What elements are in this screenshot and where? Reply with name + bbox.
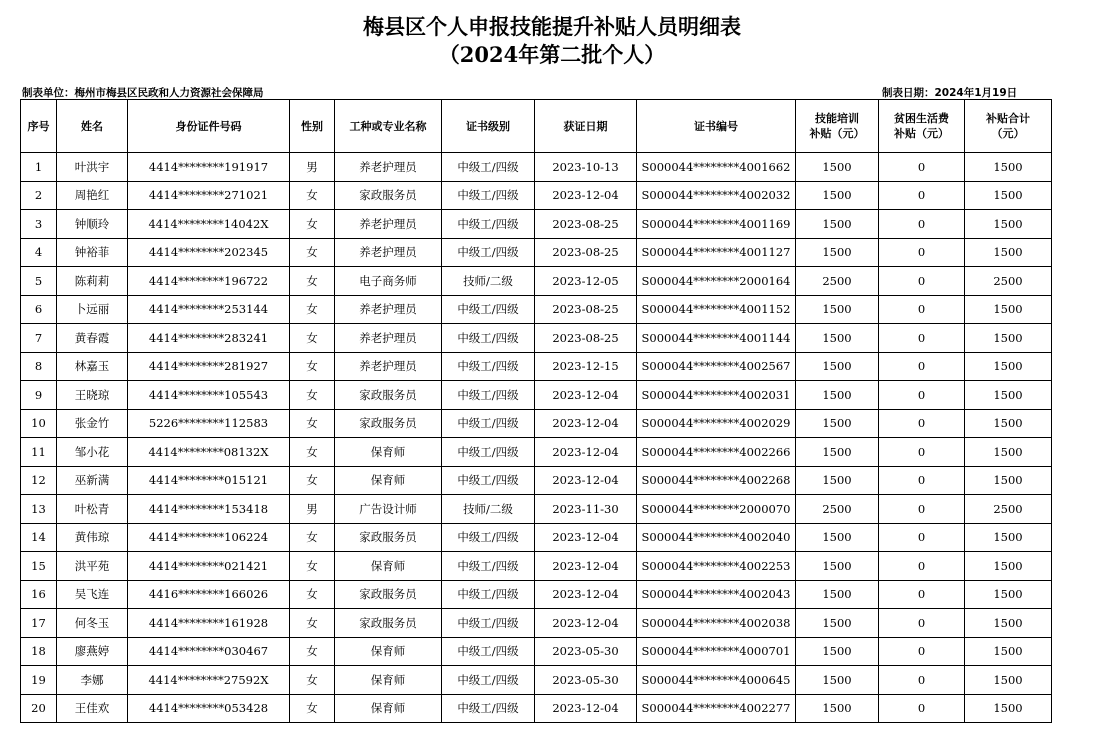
cell-train: 1500 xyxy=(796,466,879,495)
cell-date: 2023-12-05 xyxy=(535,267,637,296)
cell-gender: 女 xyxy=(290,637,335,666)
cell-level: 中级工/四级 xyxy=(442,295,535,324)
cell-train: 1500 xyxy=(796,238,879,267)
cell-gender: 男 xyxy=(290,495,335,524)
column-header-label: 证书编号 xyxy=(694,119,738,133)
cell-poor: 0 xyxy=(879,523,965,552)
cell-poor: 0 xyxy=(879,210,965,239)
column-header-level xyxy=(442,100,535,153)
cell-name: 叶洪宇 xyxy=(57,153,128,182)
cell-level: 中级工/四级 xyxy=(442,438,535,467)
cell-id: 4414********271021 xyxy=(128,181,290,210)
cell-job: 养老护理员 xyxy=(335,210,442,239)
table-header-row xyxy=(21,100,1052,153)
cell-cert: S000044********4002032 xyxy=(637,181,796,210)
cell-level: 技师/二级 xyxy=(442,495,535,524)
cell-gender: 女 xyxy=(290,466,335,495)
column-header-label: 补贴（元） xyxy=(809,127,865,140)
cell-date: 2023-12-04 xyxy=(535,580,637,609)
cell-poor: 0 xyxy=(879,352,965,381)
cell-cert: S000044********4001127 xyxy=(637,238,796,267)
cell-gender: 女 xyxy=(290,523,335,552)
cell-date: 2023-12-04 xyxy=(535,381,637,410)
cell-no: 11 xyxy=(21,438,57,467)
cell-total: 1500 xyxy=(965,609,1052,638)
cell-total: 1500 xyxy=(965,409,1052,438)
cell-level: 中级工/四级 xyxy=(442,181,535,210)
cell-no: 20 xyxy=(21,694,57,723)
cell-no: 17 xyxy=(21,609,57,638)
cell-poor: 0 xyxy=(879,267,965,296)
cell-job: 家政服务员 xyxy=(335,609,442,638)
cell-job: 家政服务员 xyxy=(335,181,442,210)
cell-name: 王晓琼 xyxy=(57,381,128,410)
cell-cert: S000044********2000070 xyxy=(637,495,796,524)
cell-train: 1500 xyxy=(796,694,879,723)
cell-job: 家政服务员 xyxy=(335,523,442,552)
cell-name: 张金竹 xyxy=(57,409,128,438)
cell-poor: 0 xyxy=(879,153,965,182)
cell-poor: 0 xyxy=(879,580,965,609)
cell-name: 巫新满 xyxy=(57,466,128,495)
cell-name: 卜远丽 xyxy=(57,295,128,324)
cell-poor: 0 xyxy=(879,409,965,438)
cell-total: 1500 xyxy=(965,438,1052,467)
cell-train: 1500 xyxy=(796,181,879,210)
cell-date: 2023-12-04 xyxy=(535,609,637,638)
cell-name: 洪平苑 xyxy=(57,552,128,581)
cell-train: 1500 xyxy=(796,609,879,638)
cell-id: 4414********191917 xyxy=(128,153,290,182)
table-row xyxy=(21,210,1052,239)
cell-gender: 女 xyxy=(290,381,335,410)
column-header-label: 序号 xyxy=(27,119,50,133)
cell-level: 中级工/四级 xyxy=(442,324,535,353)
cell-no: 2 xyxy=(21,181,57,210)
cell-level: 中级工/四级 xyxy=(442,381,535,410)
cell-date: 2023-12-04 xyxy=(535,181,637,210)
column-header-cert xyxy=(637,100,796,153)
cell-train: 1500 xyxy=(796,210,879,239)
table-row xyxy=(21,666,1052,695)
cell-poor: 0 xyxy=(879,381,965,410)
cell-id: 4414********053428 xyxy=(128,694,290,723)
issue-date: 制表日期：2024年1月19日 xyxy=(882,87,1018,99)
cell-date: 2023-05-30 xyxy=(535,666,637,695)
column-header-label: 工种或专业名称 xyxy=(349,119,427,133)
table-row xyxy=(21,694,1052,723)
cell-train: 1500 xyxy=(796,153,879,182)
cell-date: 2023-12-04 xyxy=(535,523,637,552)
cell-id: 4414********283241 xyxy=(128,324,290,353)
column-header-label: 性别 xyxy=(301,119,323,133)
cell-cert: S000044********4002038 xyxy=(637,609,796,638)
column-header-label: 技能培训 xyxy=(815,112,859,125)
column-header-id xyxy=(128,100,290,153)
cell-cert: S000044********4002277 xyxy=(637,694,796,723)
cell-gender: 女 xyxy=(290,181,335,210)
cell-poor: 0 xyxy=(879,694,965,723)
cell-cert: S000044********4002040 xyxy=(637,523,796,552)
table-row xyxy=(21,637,1052,666)
table-body xyxy=(21,153,1052,723)
cell-poor: 0 xyxy=(879,609,965,638)
cell-cert: S000044********2000164 xyxy=(637,267,796,296)
cell-id: 4414********030467 xyxy=(128,637,290,666)
cell-id: 4414********021421 xyxy=(128,552,290,581)
cell-level: 中级工/四级 xyxy=(442,666,535,695)
cell-id: 4414********106224 xyxy=(128,523,290,552)
cell-no: 7 xyxy=(21,324,57,353)
cell-total: 1500 xyxy=(965,295,1052,324)
cell-id: 4414********196722 xyxy=(128,267,290,296)
cell-total: 2500 xyxy=(965,267,1052,296)
cell-level: 中级工/四级 xyxy=(442,466,535,495)
cell-name: 叶松青 xyxy=(57,495,128,524)
table-row xyxy=(21,495,1052,524)
cell-date: 2023-05-30 xyxy=(535,637,637,666)
cell-name: 黄春霞 xyxy=(57,324,128,353)
column-header-gender xyxy=(290,100,335,153)
cell-level: 技师/二级 xyxy=(442,267,535,296)
cell-date: 2023-12-04 xyxy=(535,552,637,581)
cell-level: 中级工/四级 xyxy=(442,153,535,182)
cell-train: 2500 xyxy=(796,495,879,524)
cell-cert: S000044********4001662 xyxy=(637,153,796,182)
cell-gender: 女 xyxy=(290,694,335,723)
cell-name: 林嘉玉 xyxy=(57,352,128,381)
cell-job: 养老护理员 xyxy=(335,324,442,353)
cell-no: 18 xyxy=(21,637,57,666)
cell-id: 4414********253144 xyxy=(128,295,290,324)
cell-gender: 男 xyxy=(290,153,335,182)
cell-name: 周艳红 xyxy=(57,181,128,210)
cell-train: 1500 xyxy=(796,438,879,467)
cell-gender: 女 xyxy=(290,580,335,609)
cell-cert: S000044********4001144 xyxy=(637,324,796,353)
column-header-label: 补贴合计 xyxy=(986,112,1030,125)
cell-date: 2023-08-25 xyxy=(535,295,637,324)
cell-total: 1500 xyxy=(965,324,1052,353)
column-header-job xyxy=(335,100,442,153)
table-row xyxy=(21,609,1052,638)
cell-gender: 女 xyxy=(290,324,335,353)
cell-date: 2023-08-25 xyxy=(535,210,637,239)
cell-name: 廖燕婷 xyxy=(57,637,128,666)
cell-level: 中级工/四级 xyxy=(442,609,535,638)
cell-job: 保育师 xyxy=(335,466,442,495)
cell-poor: 0 xyxy=(879,438,965,467)
cell-name: 王佳欢 xyxy=(57,694,128,723)
column-header-poor xyxy=(879,100,965,153)
cell-level: 中级工/四级 xyxy=(442,552,535,581)
cell-id: 4414********015121 xyxy=(128,466,290,495)
column-header-total xyxy=(965,100,1052,153)
table-row xyxy=(21,381,1052,410)
cell-poor: 0 xyxy=(879,637,965,666)
cell-total: 1500 xyxy=(965,552,1052,581)
cell-name: 吴飞连 xyxy=(57,580,128,609)
cell-total: 1500 xyxy=(965,694,1052,723)
page-subtitle: （2024年第二批个人） xyxy=(438,42,666,67)
cell-poor: 0 xyxy=(879,552,965,581)
table-row xyxy=(21,438,1052,467)
cell-job: 家政服务员 xyxy=(335,580,442,609)
cell-total: 1500 xyxy=(965,580,1052,609)
cell-no: 5 xyxy=(21,267,57,296)
issuing-unit: 制表单位：梅州市梅县区民政和人力资源社会保障局 xyxy=(22,87,264,99)
cell-cert: S000044********4002567 xyxy=(637,352,796,381)
cell-job: 养老护理员 xyxy=(335,153,442,182)
cell-poor: 0 xyxy=(879,666,965,695)
column-header-train xyxy=(796,100,879,153)
column-header-name xyxy=(57,100,128,153)
column-header-label: 姓名 xyxy=(81,119,103,133)
cell-id: 4414********27592X xyxy=(128,666,290,695)
cell-id: 4414********105543 xyxy=(128,381,290,410)
cell-job: 广告设计师 xyxy=(335,495,442,524)
column-header-label: 身份证件号码 xyxy=(175,119,242,133)
cell-no: 14 xyxy=(21,523,57,552)
cell-gender: 女 xyxy=(290,609,335,638)
cell-date: 2023-12-04 xyxy=(535,438,637,467)
cell-job: 家政服务员 xyxy=(335,409,442,438)
cell-poor: 0 xyxy=(879,466,965,495)
cell-gender: 女 xyxy=(290,267,335,296)
column-header-label: 贫困生活费 xyxy=(894,112,949,125)
table-row xyxy=(21,409,1052,438)
table-row xyxy=(21,238,1052,267)
table-row xyxy=(21,552,1052,581)
cell-id: 4414********281927 xyxy=(128,352,290,381)
cell-cert: S000044********4002268 xyxy=(637,466,796,495)
cell-train: 1500 xyxy=(796,523,879,552)
cell-job: 养老护理员 xyxy=(335,295,442,324)
cell-cert: S000044********4002266 xyxy=(637,438,796,467)
table-row xyxy=(21,324,1052,353)
cell-cert: S000044********4002029 xyxy=(637,409,796,438)
cell-date: 2023-12-04 xyxy=(535,466,637,495)
column-header-label: （元） xyxy=(991,127,1025,140)
cell-total: 1500 xyxy=(965,666,1052,695)
cell-date: 2023-08-25 xyxy=(535,238,637,267)
cell-train: 1500 xyxy=(796,666,879,695)
cell-no: 10 xyxy=(21,409,57,438)
cell-total: 1500 xyxy=(965,352,1052,381)
cell-name: 邹小花 xyxy=(57,438,128,467)
cell-poor: 0 xyxy=(879,295,965,324)
cell-id: 4416********166026 xyxy=(128,580,290,609)
page-title: 梅县区个人申报技能提升补贴人员明细表 xyxy=(363,14,741,39)
cell-name: 黄伟琼 xyxy=(57,523,128,552)
cell-cert: S000044********4001152 xyxy=(637,295,796,324)
column-header-date xyxy=(535,100,637,153)
cell-id: 4414********08132X xyxy=(128,438,290,467)
cell-cert: S000044********4002043 xyxy=(637,580,796,609)
cell-gender: 女 xyxy=(290,352,335,381)
cell-name: 李娜 xyxy=(57,666,128,695)
cell-total: 1500 xyxy=(965,523,1052,552)
cell-cert: S000044********4002253 xyxy=(637,552,796,581)
cell-name: 何冬玉 xyxy=(57,609,128,638)
cell-no: 19 xyxy=(21,666,57,695)
table-row xyxy=(21,295,1052,324)
cell-train: 2500 xyxy=(796,267,879,296)
table-row xyxy=(21,352,1052,381)
cell-no: 16 xyxy=(21,580,57,609)
cell-job: 保育师 xyxy=(335,552,442,581)
cell-id: 4414********161928 xyxy=(128,609,290,638)
cell-gender: 女 xyxy=(290,238,335,267)
table-row xyxy=(21,153,1052,182)
cell-no: 6 xyxy=(21,295,57,324)
cell-no: 15 xyxy=(21,552,57,581)
table-row xyxy=(21,466,1052,495)
cell-id: 4414********202345 xyxy=(128,238,290,267)
cell-date: 2023-12-15 xyxy=(535,352,637,381)
cell-total: 1500 xyxy=(965,153,1052,182)
table-row xyxy=(21,267,1052,296)
cell-train: 1500 xyxy=(796,295,879,324)
cell-total: 2500 xyxy=(965,495,1052,524)
cell-no: 1 xyxy=(21,153,57,182)
column-header-label: 补贴（元） xyxy=(894,127,949,140)
cell-poor: 0 xyxy=(879,181,965,210)
cell-no: 12 xyxy=(21,466,57,495)
cell-no: 4 xyxy=(21,238,57,267)
cell-gender: 女 xyxy=(290,438,335,467)
cell-level: 中级工/四级 xyxy=(442,210,535,239)
cell-no: 3 xyxy=(21,210,57,239)
cell-level: 中级工/四级 xyxy=(442,352,535,381)
cell-train: 1500 xyxy=(796,637,879,666)
cell-train: 1500 xyxy=(796,381,879,410)
cell-train: 1500 xyxy=(796,352,879,381)
cell-job: 保育师 xyxy=(335,666,442,695)
cell-level: 中级工/四级 xyxy=(442,523,535,552)
cell-job: 家政服务员 xyxy=(335,381,442,410)
cell-total: 1500 xyxy=(965,466,1052,495)
cell-id: 4414********153418 xyxy=(128,495,290,524)
cell-cert: S000044********4002031 xyxy=(637,381,796,410)
cell-train: 1500 xyxy=(796,580,879,609)
cell-job: 保育师 xyxy=(335,438,442,467)
cell-cert: S000044********4000645 xyxy=(637,666,796,695)
cell-poor: 0 xyxy=(879,238,965,267)
cell-gender: 女 xyxy=(290,295,335,324)
cell-no: 8 xyxy=(21,352,57,381)
cell-level: 中级工/四级 xyxy=(442,580,535,609)
cell-gender: 女 xyxy=(290,666,335,695)
cell-cert: S000044********4000701 xyxy=(637,637,796,666)
cell-job: 养老护理员 xyxy=(335,352,442,381)
cell-poor: 0 xyxy=(879,324,965,353)
cell-job: 电子商务师 xyxy=(335,267,442,296)
cell-level: 中级工/四级 xyxy=(442,694,535,723)
cell-train: 1500 xyxy=(796,552,879,581)
cell-date: 2023-12-04 xyxy=(535,694,637,723)
cell-name: 钟裕菲 xyxy=(57,238,128,267)
cell-level: 中级工/四级 xyxy=(442,409,535,438)
cell-date: 2023-10-13 xyxy=(535,153,637,182)
cell-no: 9 xyxy=(21,381,57,410)
cell-id: 4414********14042X xyxy=(128,210,290,239)
cell-gender: 女 xyxy=(290,409,335,438)
table-row xyxy=(21,181,1052,210)
cell-date: 2023-08-25 xyxy=(535,324,637,353)
cell-total: 1500 xyxy=(965,238,1052,267)
column-header-no xyxy=(21,100,57,153)
cell-level: 中级工/四级 xyxy=(442,238,535,267)
cell-job: 保育师 xyxy=(335,637,442,666)
subsidy-table xyxy=(20,99,1052,723)
cell-no: 13 xyxy=(21,495,57,524)
cell-gender: 女 xyxy=(290,552,335,581)
column-header-label: 证书级别 xyxy=(466,119,510,133)
cell-job: 保育师 xyxy=(335,694,442,723)
column-header-label: 获证日期 xyxy=(563,119,608,133)
cell-train: 1500 xyxy=(796,409,879,438)
cell-train: 1500 xyxy=(796,324,879,353)
cell-date: 2023-12-04 xyxy=(535,409,637,438)
cell-poor: 0 xyxy=(879,495,965,524)
cell-name: 钟顺玲 xyxy=(57,210,128,239)
cell-gender: 女 xyxy=(290,210,335,239)
cell-name: 陈莉莉 xyxy=(57,267,128,296)
cell-total: 1500 xyxy=(965,381,1052,410)
cell-total: 1500 xyxy=(965,181,1052,210)
cell-id: 5226********112583 xyxy=(128,409,290,438)
cell-total: 1500 xyxy=(965,637,1052,666)
table-row xyxy=(21,580,1052,609)
cell-total: 1500 xyxy=(965,210,1052,239)
table-row xyxy=(21,523,1052,552)
cell-date: 2023-11-30 xyxy=(535,495,637,524)
cell-job: 养老护理员 xyxy=(335,238,442,267)
cell-cert: S000044********4001169 xyxy=(637,210,796,239)
cell-level: 中级工/四级 xyxy=(442,637,535,666)
